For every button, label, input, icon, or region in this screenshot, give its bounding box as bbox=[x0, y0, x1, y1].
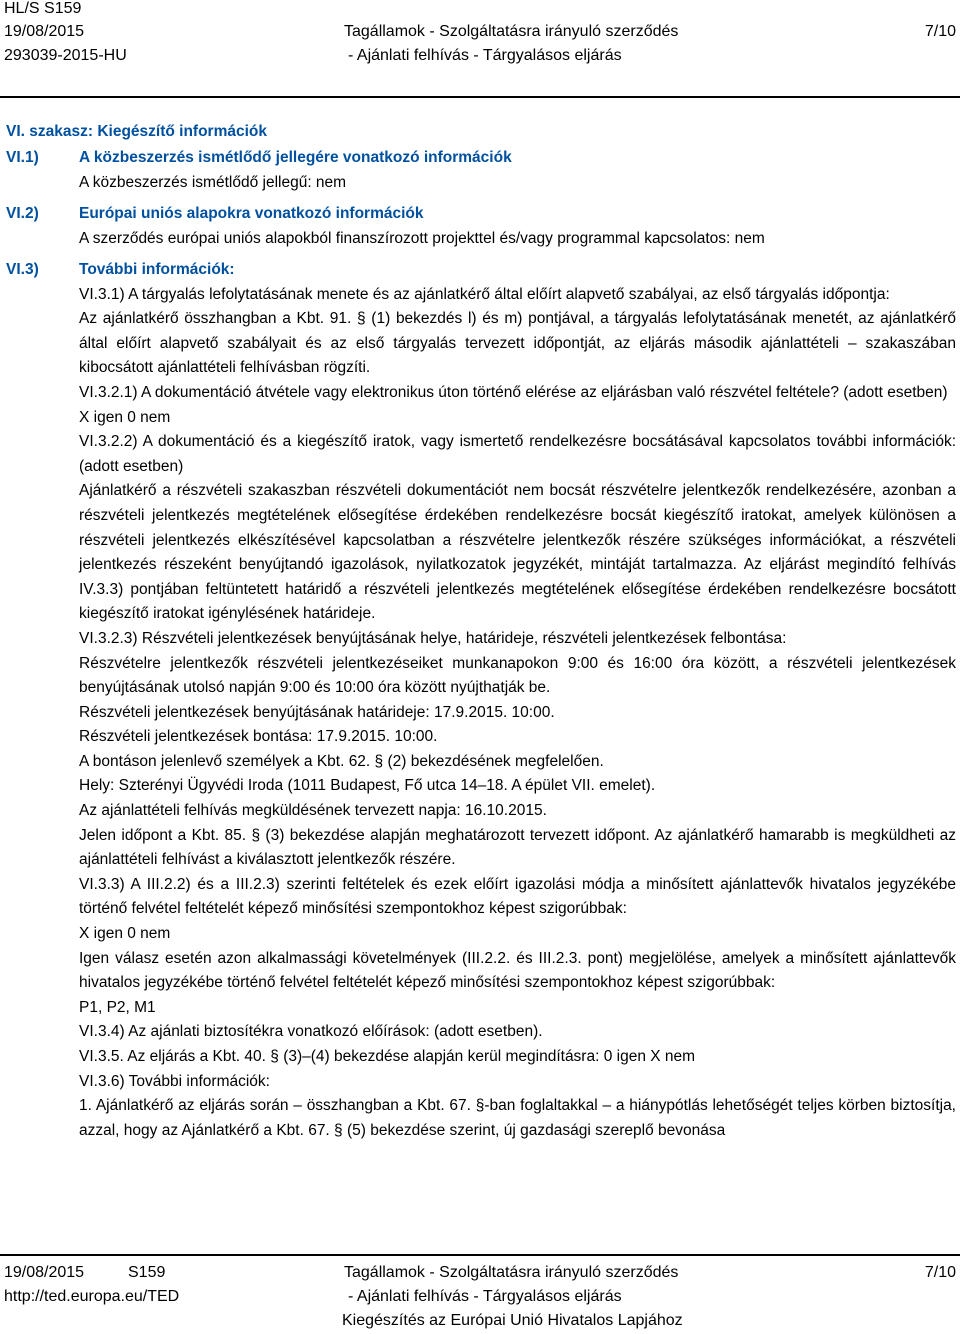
notice-number: 293039-2015-HU bbox=[4, 47, 127, 64]
paragraph: VI.3.5. Az eljárás a Kbt. 40. § (3)–(4) bekezdése alapján kerül megindításra: 0 igen X nem bbox=[79, 1048, 696, 1065]
subsection-vi-3 bbox=[6, 258, 956, 1143]
paragraph: VI.3.2.3) Részvételi jelentkezések benyújtásának helye, határideje, részvételi jelentkezések felbontása: bbox=[79, 629, 787, 647]
footer-url: http://ted.europa.eu/TED bbox=[4, 1288, 180, 1305]
footer-title-line1: Tagállamok - Szolgáltatásra irányuló szerződés bbox=[344, 1264, 679, 1281]
footer-page-number: 7/10 bbox=[924, 1264, 956, 1281]
footer-title-line2: - Ajánlati felhívás - Tárgyalásos eljárás bbox=[348, 1288, 622, 1305]
paragraph: VI.3.6) További információk: bbox=[79, 1072, 270, 1090]
subsection-number: VI.2) bbox=[6, 205, 39, 222]
paragraph: Részvételre jelentkezők részvételi jelentkezéseiket munkanapokon 9:00 és 16:00 óra között, a részvételi jelentkezések benyújtásának utolsó napján 9:00 és 10:00 óra között nyújthatják be. bbox=[79, 654, 956, 697]
header-title-line2: - Ajánlati felhívás - Tárgyalásos eljárás bbox=[348, 47, 622, 64]
subsection-text: A közbeszerzés ismétlődő jellegű: nem bbox=[79, 173, 347, 191]
subsection-vi-2 bbox=[6, 202, 956, 251]
section-title: VI. szakasz: Kiegészítő információk bbox=[6, 123, 268, 140]
paragraph: VI.3.4) Az ajánlati biztosítékra vonatkozó előírások: (adott esetben). bbox=[79, 1023, 543, 1041]
paragraph: Jelen időpont a Kbt. 85. § (3) bekezdése alapján meghatározott tervezett időpont. Az ajánlatkérő hamarabb is megküldheti az ajánlattételi felhívást a kiválasztott jelentkezők részére. bbox=[79, 826, 956, 869]
footer-issue: S159 bbox=[128, 1264, 166, 1281]
page-header bbox=[0, 0, 960, 70]
paragraph: Részvételi jelentkezések benyújtásának határideje: 17.9.2015. 10:00. bbox=[79, 703, 555, 721]
subsection-heading: Európai uniós alapokra vonatkozó információk bbox=[79, 205, 424, 222]
footer-title-line3: Kiegészítés az Európai Unió Hivatalos Lapjához bbox=[342, 1312, 683, 1329]
header-page-number: 7/10 bbox=[924, 23, 956, 40]
subsection-vi-1 bbox=[6, 146, 956, 195]
subsection-number: VI.3) bbox=[6, 261, 39, 278]
paragraph: P1, P2, M1 bbox=[79, 998, 156, 1016]
subsection-heading: A közbeszerzés ismétlődő jellegére vonatkozó információk bbox=[79, 149, 512, 166]
doc-id: HL/S S159 bbox=[4, 0, 82, 17]
subsection-text: A szerződés európai uniós alapokból finanszírozott projekttel és/vagy programmal kapcsolatos: nem bbox=[79, 229, 765, 247]
paragraph: VI.3.2.2) A dokumentáció és a kiegészítő iratok, vagy ismertető rendelkezésre bocsátásával kapcsolatos további információk: (adott esetben) bbox=[79, 433, 956, 475]
paragraph: VI.3.3) A III.2.2) és a III.2.3) szerinti feltételek és ezek előírt igazolási módja a minősített ajánlattevők hivatalos jegyzékébe történő felvétel feltételét képező minősítési szempontokhoz képest szigorúbbak: bbox=[79, 875, 956, 918]
paragraph: VI.3.1) A tárgyalás lefolytatásának menete és az ajánlatkérő által előírt alapvető szabályai, az első tárgyalás időpontja: bbox=[79, 285, 890, 303]
header-title-line1: Tagállamok - Szolgáltatásra irányuló szerződés bbox=[344, 23, 679, 40]
paragraph: VI.3.2.1) A dokumentáció átvétele vagy elektronikus úton történő elérése az eljárásban való részvétel feltétele? (adott esetben) bbox=[79, 383, 948, 401]
header-date: 19/08/2015 bbox=[4, 23, 85, 40]
paragraph: Hely: Szterényi Ügyvédi Iroda (1011 Budapest, Fő utca 14–18. A épület VII. emelet). bbox=[79, 777, 656, 795]
paragraph: X igen 0 nem bbox=[79, 408, 171, 426]
paragraph: Részvételi jelentkezések bontása: 17.9.2015. 10:00. bbox=[79, 728, 438, 746]
paragraph: Ajánlatkérő a részvételi szakaszban részvételi dokumentációt nem bocsát részvételre jelentkezők rendelkezésére, azonban a részvételi jelentkezés megtételének elősegítése érdekében rendelkezésre bocsát kiegészítő iratokat, amelyek különösen a részvételi jelentkezés elkészítésével kapcsolatban a részvételre jelentkezők részére szükséges információkat, a részvételi jelentkezés részeként benyújtandó igazolások, nyilatkozatok jegyzékét, mintáját tartalmazza. Az eljárást megindító felhívás IV.3.3) pontjában feltüntetett határidő a részvételi jelentkezés megtételének elősegítése érdekében rendelkezésre bocsátott kiegészítő iratokat igénylésének határideje. bbox=[79, 482, 956, 623]
paragraph: Igen válasz esetén azon alkalmassági követelmények (III.2.2. és III.2.3. pont) megjelölése, amelyek a minősített ajánlattevők hivatalos jegyzékébe történő felvétel feltételét képező minősítési szempontokhoz képest szigorúbbak: bbox=[79, 949, 956, 992]
page-footer bbox=[0, 1262, 960, 1334]
paragraph: Az ajánlattételi felhívás megküldésének tervezett napja: 16.10.2015. bbox=[79, 802, 547, 820]
paragraph: X igen 0 nem bbox=[79, 925, 171, 943]
footer-date: 19/08/2015 bbox=[4, 1264, 85, 1281]
subsection-number: VI.1) bbox=[6, 149, 39, 166]
paragraph: Az ajánlatkérő összhangban a Kbt. 91. § (1) bekezdés l) és m) pontjával, a tárgyalás lefolytatásának menetét, az ajánlatkérő által előírt alapvető szabályait és az első tárgyalás tervezett időpontját, az eljárás második ajánlattételi – szakaszában kibocsátott ajánlattételi felhívásban rögzíti. bbox=[79, 310, 956, 377]
paragraph: A bontáson jelenlevő személyek a Kbt. 62. § (2) bekezdésének megfelelően. bbox=[79, 752, 604, 770]
footer-divider bbox=[0, 1254, 960, 1256]
paragraph: 1. Ajánlatkérő az eljárás során – összhangban a Kbt. 67. §-ban foglaltakkal – a hiánypótlás lehetőségét teljes körben biztosítja, azzal, hogy az Ajánlatkérő a Kbt. 67. § (5) bekezdése szerint, új gazdasági szereplő bevonása bbox=[79, 1097, 956, 1139]
header-divider bbox=[0, 96, 960, 98]
subsection-heading: További információk: bbox=[79, 261, 235, 278]
